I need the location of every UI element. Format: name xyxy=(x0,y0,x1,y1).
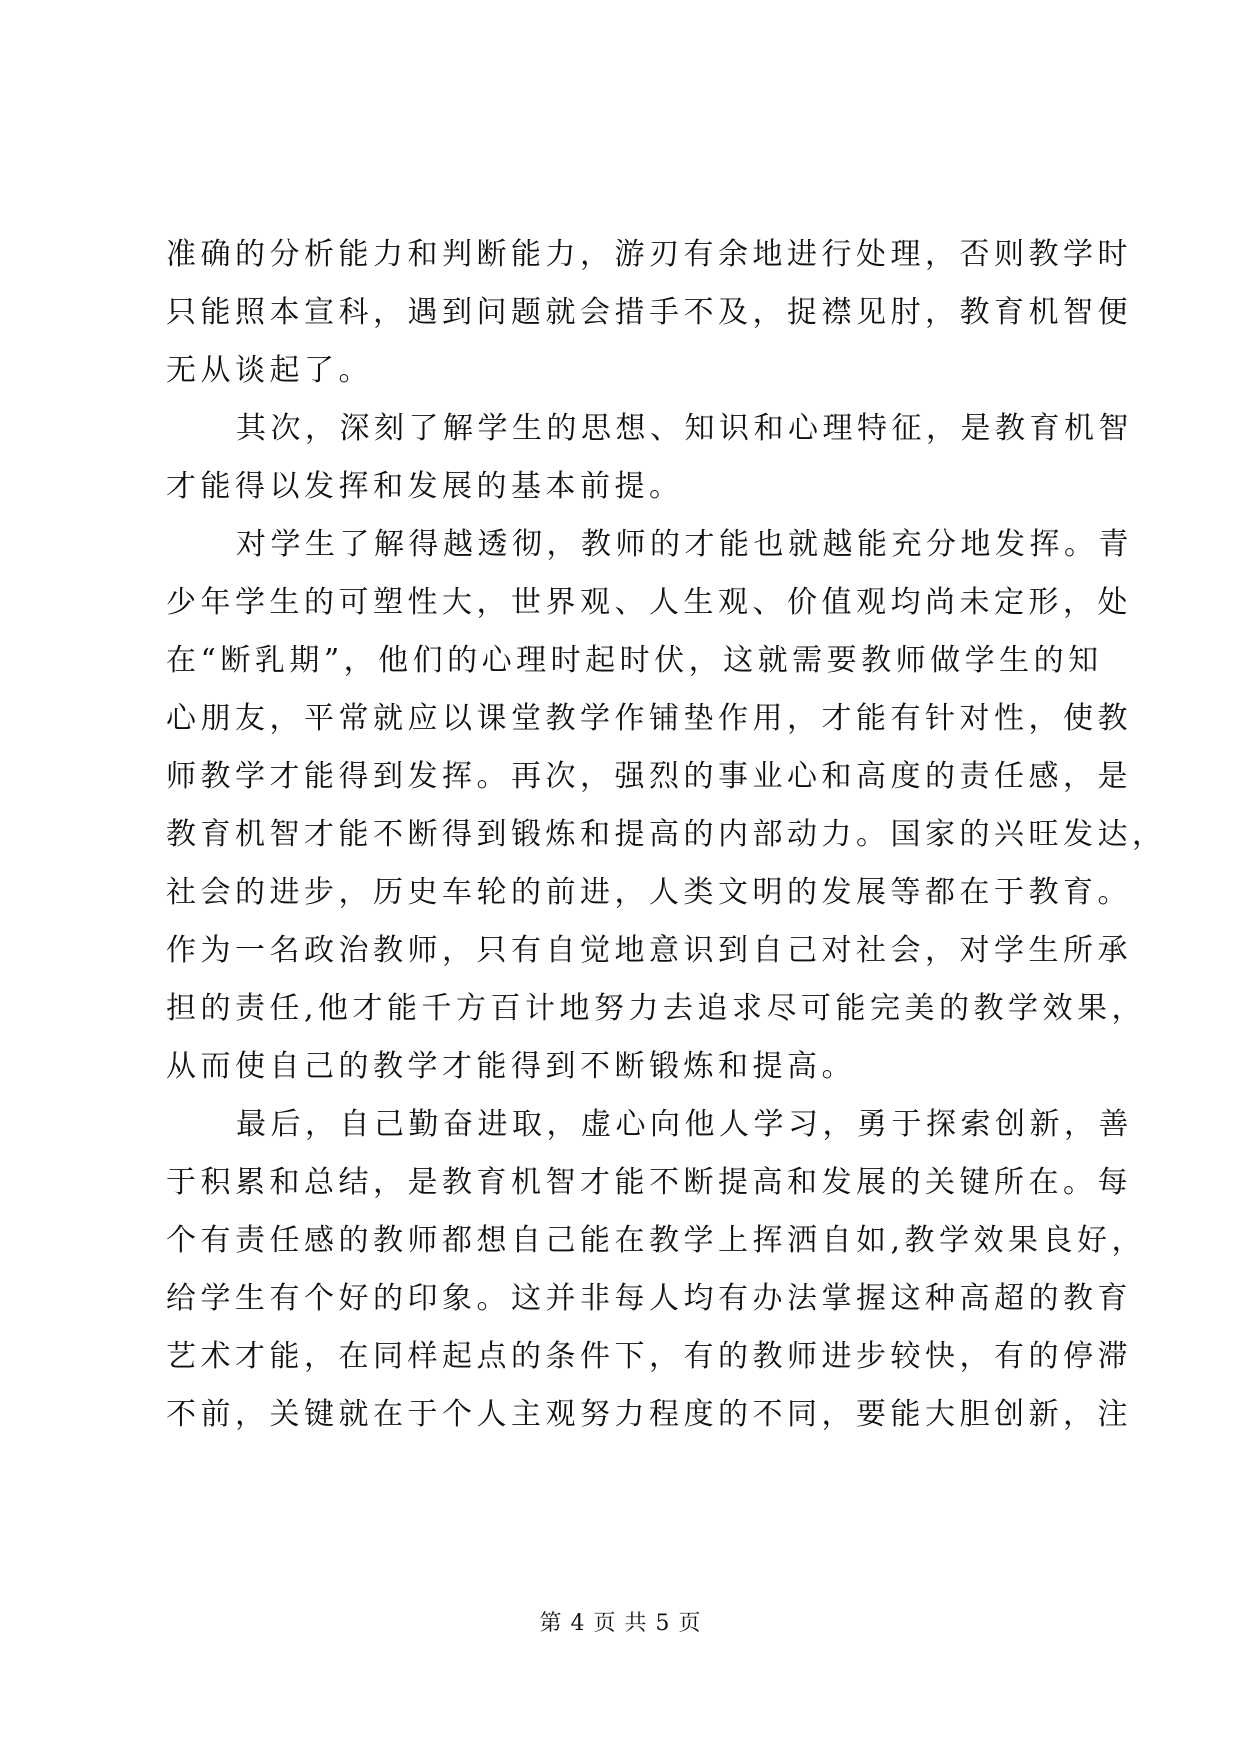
text-line: 才能得以发挥和发展的基本前提。 xyxy=(166,469,684,504)
text-line: 对学生了解得越透彻，教师的才能也就越能充分地发挥。青 xyxy=(236,527,1133,562)
text-line: 给学生有个好的印象。这并非每人均有办法掌握这种高超的教育 xyxy=(166,1281,1132,1316)
text-line: 其次，深刻了解学生的思想、知识和心理特征，是教育机智 xyxy=(236,411,1133,446)
paragraph xyxy=(166,226,1132,400)
text-line: 无从谈起了。 xyxy=(166,353,373,388)
text-line: 不前，关键就在于个人主观努力程度的不同，要能大胆创新，注 xyxy=(166,1397,1132,1432)
text-line: 教育机智才能不断得到锻炼和提高的内部动力。国家的兴旺发达， xyxy=(166,817,1167,852)
text-line: 心朋友，平常就应以课堂教学作铺垫作用，才能有针对性，使教 xyxy=(166,701,1132,736)
text-line: 从而使自己的教学才能得到不断锻炼和提高。 xyxy=(166,1049,856,1084)
text-line: 准确的分析能力和判断能力，游刃有余地进行处理，否则教学时 xyxy=(166,237,1132,272)
text-line: 艺术才能，在同样起点的条件下，有的教师进步较快，有的停滞 xyxy=(166,1339,1132,1374)
text-line: 社会的进步，历史车轮的前进，人类文明的发展等都在于教育。 xyxy=(166,875,1132,910)
document-body xyxy=(166,226,1167,1444)
text-line: 个有责任感的教师都想自己能在教学上挥洒自如,教学效果良好， xyxy=(166,1223,1147,1258)
text-line: 担的责任,他才能千方百计地努力去追求尽可能完美的教学效果， xyxy=(166,991,1147,1026)
paragraph xyxy=(166,1096,1147,1444)
text-line: 在“断乳期”，他们的心理时起时伏，这就需要教师做学生的知 xyxy=(166,643,1103,678)
paragraph xyxy=(166,516,1167,1096)
text-line: 于积累和总结，是教育机智才能不断提高和发展的关键所在。每 xyxy=(166,1165,1132,1200)
text-line: 少年学生的可塑性大，世界观、人生观、价值观均尚未定形，处 xyxy=(166,585,1132,620)
page-number-footer: 第 4 页 共 5 页 xyxy=(539,1611,702,1636)
text-line: 师教学才能得到发挥。再次，强烈的事业心和高度的责任感，是 xyxy=(166,759,1132,794)
text-line: 只能照本宣科，遇到问题就会措手不及，捉襟见肘，教育机智便 xyxy=(166,295,1132,330)
text-line: 最后，自己勤奋进取，虚心向他人学习，勇于探索创新，善 xyxy=(236,1107,1133,1142)
text-line: 作为一名政治教师，只有自觉地意识到自己对社会，对学生所承 xyxy=(166,933,1132,968)
paragraph xyxy=(166,400,1133,516)
